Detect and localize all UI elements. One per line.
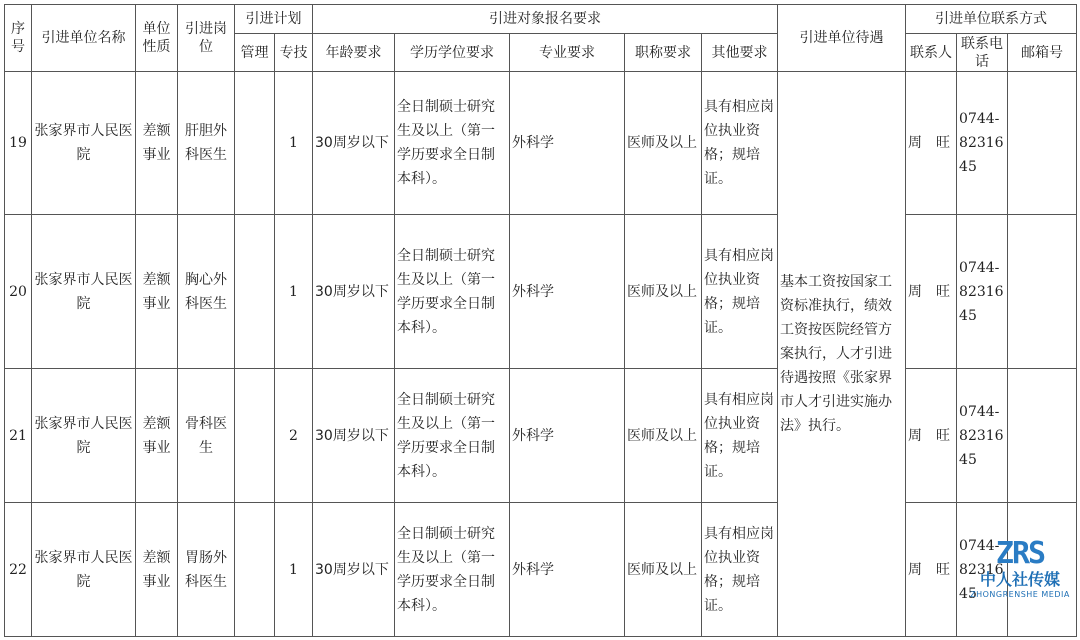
- header-unit-name: 引进单位名称: [32, 5, 136, 72]
- row-education: 全日制硕士研究生及以上（第一学历要求全日制本科）。: [395, 72, 510, 215]
- row-major: 外科学: [510, 369, 625, 503]
- row-plan-tech: 1: [275, 215, 313, 369]
- row-age: 30周岁以下: [313, 215, 395, 369]
- row-major: 外科学: [510, 72, 625, 215]
- row-contact-phone: 0744-8231645: [957, 503, 1008, 637]
- header-treatment: 引进单位待遇: [778, 5, 906, 72]
- row-unit-name: 张家界市人民医院: [32, 215, 136, 369]
- header-contact-phone: 联系电话: [957, 34, 1008, 72]
- row-plan-admin: [235, 215, 275, 369]
- row-contact-phone: 0744-8231645: [957, 215, 1008, 369]
- row-plan-tech: 1: [275, 72, 313, 215]
- table-row: [5, 215, 1077, 369]
- header-seq: 序号: [5, 5, 32, 72]
- row-contact-email: [1008, 215, 1077, 369]
- row-contact-person: 周 旺: [906, 215, 957, 369]
- row-other: 具有相应岗位执业资格；规培证。: [702, 369, 778, 503]
- row-age: 30周岁以下: [313, 369, 395, 503]
- header-requirements: 引进对象报名要求: [313, 5, 778, 34]
- row-education: 全日制硕士研究生及以上（第一学历要求全日制本科）。: [395, 215, 510, 369]
- row-title: 医师及以上: [625, 369, 702, 503]
- row-plan-tech: 1: [275, 503, 313, 637]
- header-plan: 引进计划: [235, 5, 313, 34]
- row-plan-tech: 2: [275, 369, 313, 503]
- row-contact-person: 周 旺: [906, 72, 957, 215]
- row-unit-type: 差额事业: [136, 215, 178, 369]
- row-contact-person: 周 旺: [906, 503, 957, 637]
- header-plan-tech: 专技: [275, 34, 313, 72]
- row-unit-name: 张家界市人民医院: [32, 369, 136, 503]
- watermark-logo: [970, 538, 1070, 618]
- row-age: 30周岁以下: [313, 503, 395, 637]
- row-major: 外科学: [510, 503, 625, 637]
- row-unit-type: 差额事业: [136, 503, 178, 637]
- row-contact-person: 周 旺: [906, 369, 957, 503]
- header-age: 年龄要求: [313, 34, 395, 72]
- treatment-cell: 基本工资按国家工资标准执行，绩效工资按医院经管方案执行，人才引进待遇按照《张家界市人才引进实施办法》执行。: [778, 72, 906, 637]
- table-row: [5, 72, 1077, 215]
- table-row: [5, 369, 1077, 503]
- header-education: 学历学位要求: [395, 34, 510, 72]
- row-other: 具有相应岗位执业资格；规培证。: [702, 215, 778, 369]
- row-title: 医师及以上: [625, 72, 702, 215]
- header-title: 职称要求: [625, 34, 702, 72]
- row-position: 胸心外科医生: [178, 215, 235, 369]
- row-major: 外科学: [510, 215, 625, 369]
- watermark-english: ZHONGRENSHE MEDIA: [970, 590, 1070, 599]
- row-seq: 20: [5, 215, 32, 369]
- row-plan-admin: [235, 72, 275, 215]
- row-title: 医师及以上: [625, 215, 702, 369]
- row-other: 具有相应岗位执业资格；规培证。: [702, 503, 778, 637]
- header-unit-type: 单位性质: [136, 5, 178, 72]
- row-seq: 21: [5, 369, 32, 503]
- header-other: 其他要求: [702, 34, 778, 72]
- row-contact-phone: 0744-8231645: [957, 369, 1008, 503]
- watermark-name: 中人社传媒: [979, 570, 1060, 589]
- header-position: 引进岗位: [178, 5, 235, 72]
- row-contact-phone: 0744-8231645: [957, 72, 1008, 215]
- row-unit-type: 差额事业: [136, 369, 178, 503]
- header-contact: 引进单位联系方式: [906, 5, 1077, 34]
- header-contact-person: 联系人: [906, 34, 957, 72]
- row-unit-name: 张家界市人民医院: [32, 72, 136, 215]
- row-plan-admin: [235, 503, 275, 637]
- row-title: 医师及以上: [625, 503, 702, 637]
- header-contact-email: 邮箱号: [1008, 34, 1077, 72]
- row-education: 全日制硕士研究生及以上（第一学历要求全日制本科）。: [395, 369, 510, 503]
- row-education: 全日制硕士研究生及以上（第一学历要求全日制本科）。: [395, 503, 510, 637]
- row-contact-email: [1008, 369, 1077, 503]
- row-other: 具有相应岗位执业资格；规培证。: [702, 72, 778, 215]
- recruitment-table: [4, 4, 1077, 637]
- header-plan-admin: 管理: [235, 34, 275, 72]
- row-position: 骨科医生: [178, 369, 235, 503]
- row-unit-type: 差额事业: [136, 72, 178, 215]
- row-age: 30周岁以下: [313, 72, 395, 215]
- watermark-logo-mark: ZRS: [995, 536, 1045, 571]
- row-unit-name: 张家界市人民医院: [32, 503, 136, 637]
- row-seq: 19: [5, 72, 32, 215]
- row-seq: 22: [5, 503, 32, 637]
- table-row: [5, 503, 1077, 637]
- header-major: 专业要求: [510, 34, 625, 72]
- row-position: 肝胆外科医生: [178, 72, 235, 215]
- row-contact-email: [1008, 72, 1077, 215]
- row-plan-admin: [235, 369, 275, 503]
- row-position: 胃肠外科医生: [178, 503, 235, 637]
